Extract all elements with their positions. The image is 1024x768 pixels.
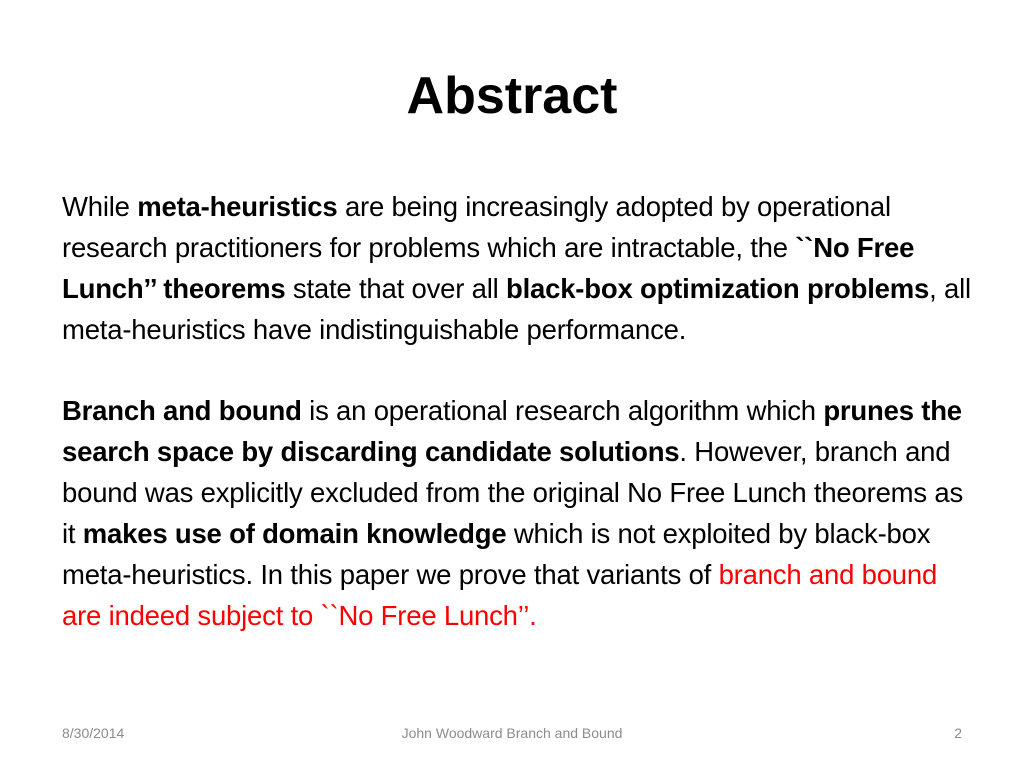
abstract-paragraph-2	[62, 390, 972, 636]
text-run: which is not exploited by black-box meta-heuristics. In this paper we prove that variants of	[62, 518, 931, 590]
bold-term-branch-and-bound: Branch and bound	[62, 395, 302, 426]
text-run: , all meta-heuristics have indistinguishable performance.	[62, 273, 971, 345]
bold-term-meta-heuristics: meta-heuristics	[137, 191, 338, 222]
slide-title: Abstract	[406, 67, 618, 125]
slide-body	[62, 186, 972, 636]
bold-term-prunes: prunes the search space by discarding candidate solutions	[62, 395, 962, 467]
bold-term-black-box: black-box optimization problems	[505, 273, 930, 304]
footer-title: John Woodward Branch and Bound	[401, 725, 623, 741]
text-run: is an operational research algorithm which	[301, 395, 824, 426]
text-run: are being increasingly adopted by operational research practitioners for problems which are intractable, the	[62, 191, 891, 263]
bold-term-domain-knowledge: makes use of domain knowledge	[82, 518, 507, 549]
text-run: While	[62, 191, 138, 222]
highlighted-conclusion: branch and bound are indeed subject to ``No Free Lunch’’.	[62, 559, 938, 631]
footer-page-number: 2	[954, 725, 962, 741]
abstract-paragraph-1	[62, 186, 972, 350]
footer-date: 8/30/2014	[62, 725, 125, 741]
bold-term-no-free-lunch: ``No Free Lunch’’ theorems	[62, 232, 915, 304]
text-run: . However, branch and bound was explicitly excluded from the original No Free Lunch theorems as it	[62, 436, 964, 549]
text-run: state that over all	[285, 273, 506, 304]
